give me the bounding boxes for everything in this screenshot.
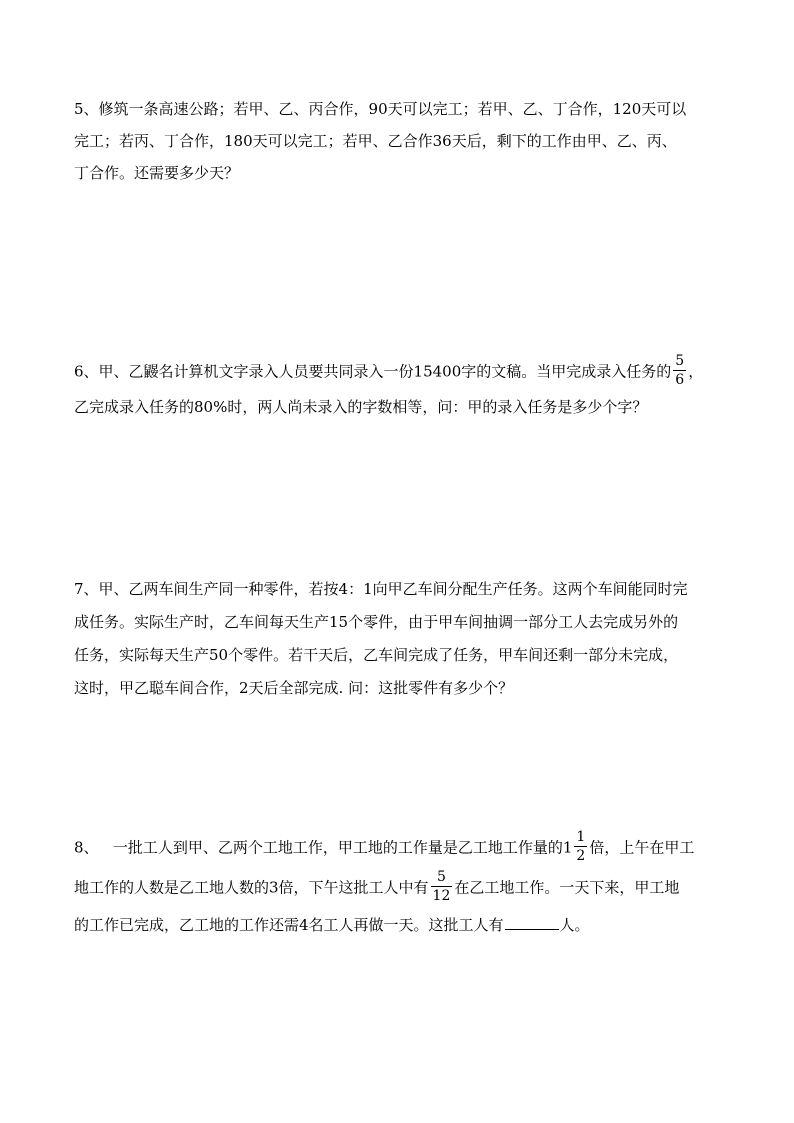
problem-8-line-1-tail: 倍，上午在甲工 — [589, 838, 695, 857]
fraction-denominator: 12 — [432, 888, 451, 904]
fraction-five-twelfths — [431, 870, 453, 903]
problem-6-line-1-text: 6、甲、乙鼹名计算机文字录入人员要共同录入一份15400字的文稿。当甲完成录入任务的 — [74, 362, 672, 381]
problem-8-line-3 — [74, 914, 590, 935]
problem-8-line-3-text: 的工作已完成，乙工地的工作还需4名工人再做一天。这批工人有 — [74, 916, 504, 934]
problem-7-line-2: 成任务。实际生产时，乙车间每天生产15个零件，由于甲车间抽调一部分工人去完成另外的 — [74, 613, 679, 631]
fraction-one-half — [574, 830, 587, 863]
problem-8-line-2-text: 地工作的人数是乙工地人数的3倍，下午这批工人中有 — [74, 878, 429, 897]
fraction-five-sixths — [673, 354, 686, 387]
problem-7-line-3: 任务，实际每天生产50个零件。若干天后，乙车间完成了任务，甲车间还剩一部分未完成， — [74, 646, 679, 664]
problem-6-line-1-tail: ， — [688, 362, 704, 381]
mixed-number-whole: 1 — [562, 838, 573, 857]
problem-7-line-4: 这时，甲乙聪车间合作，2天后全部完成. 问：这批零件有多少个？ — [74, 679, 514, 697]
problem-7-line-1: 7、甲、乙两车间生产同一种零件，若按4：1向甲乙车间分配生产任务。这两个车间能同时完 — [74, 580, 688, 598]
fraction-denominator: 6 — [675, 372, 685, 388]
problem-8-line-3-tail: 人。 — [559, 916, 590, 934]
fraction-numerator: 5 — [675, 353, 685, 369]
fraction-numerator: 5 — [437, 869, 446, 885]
problem-5-line-1: 5、修筑一条高速公路；若甲、乙、丙合作，90天可以完工；若甲、乙、丁合作，120天可以 — [74, 100, 687, 118]
fraction-denominator: 2 — [576, 848, 586, 864]
problem-5-line-3: 丁合作。还需要多少天？ — [74, 164, 240, 182]
problem-6-line-2: 乙完成录入任务的80%时，两人尚未录入的字数相等，问：甲的录入任务是多少个字？ — [74, 398, 648, 416]
problem-8-line-1-text: 8、 一批工人到甲、乙两个工地工作，甲工地的工作量是乙工地工作量的 — [74, 838, 563, 857]
fraction-numerator: 1 — [576, 829, 586, 845]
problem-5-line-2: 完工；若丙、丁合作，180天可以完工；若甲、乙合作36天后，剩下的工作由甲、乙、丙、 — [74, 132, 677, 150]
problem-8-line-2-tail: 在乙工地工作。一天下来，甲工地 — [454, 878, 680, 897]
problem-6-line-1 — [74, 353, 704, 389]
problem-8-line-2 — [74, 869, 680, 905]
problem-8-line-1 — [74, 829, 695, 865]
answer-blank[interactable] — [505, 915, 559, 930]
